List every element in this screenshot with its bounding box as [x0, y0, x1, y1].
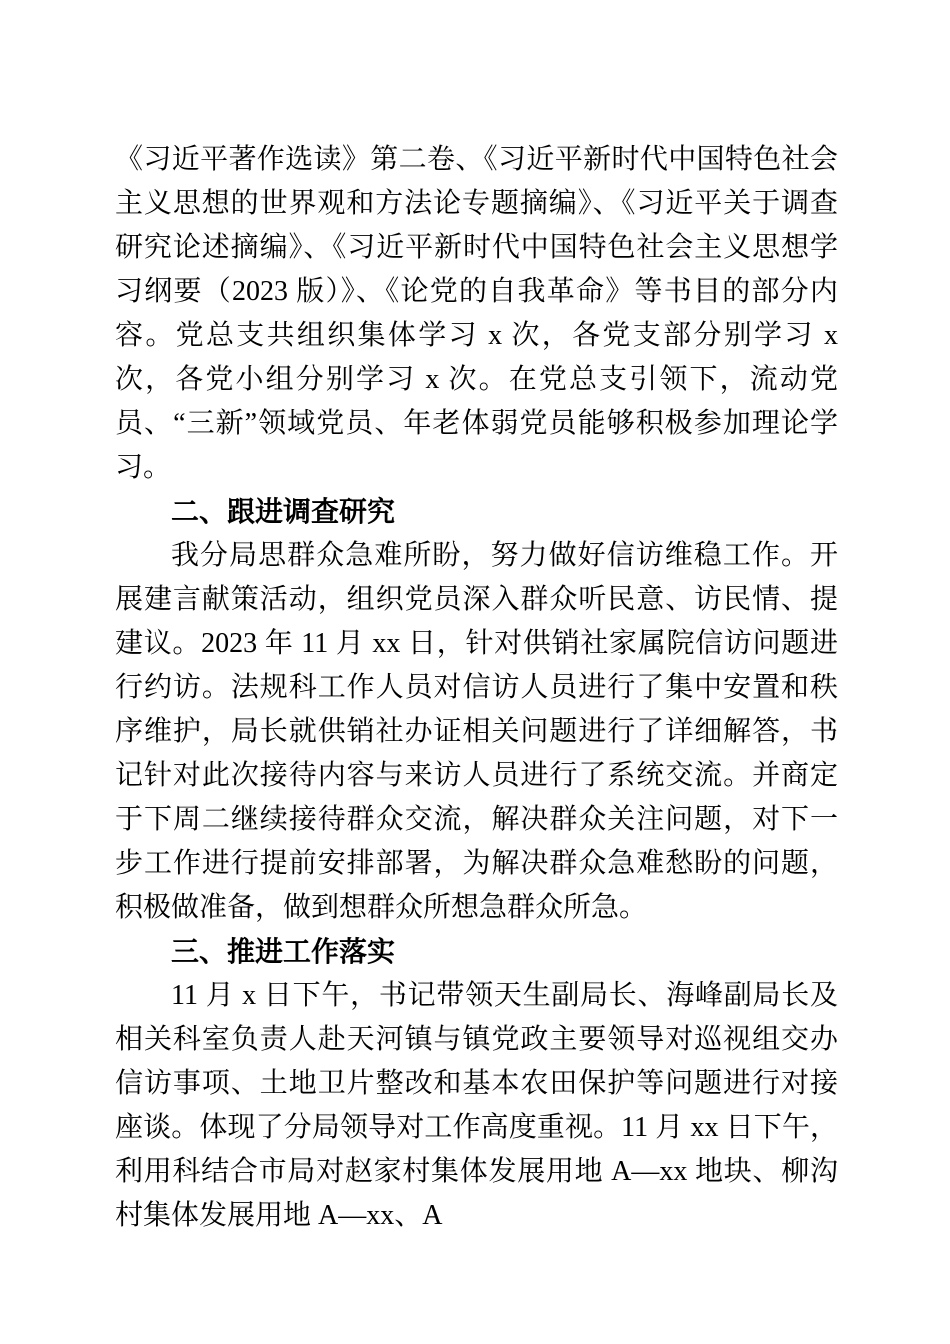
heading-section-3-implementation: 三、推进工作落实: [171, 936, 396, 967]
heading-section-2-investigation: 二、跟进调查研究: [171, 496, 396, 527]
paragraph-study-books-continuation: 《习近平著作选读》第二卷、《习近平新时代中国特色社会主义思想的世界观和方法论专题摘编》、《习近平关于调查研究论述摘编》、《习近平新时代中国特色社会主义思想学习纲要（2023 版）》、《论党的自我革命》等书目的部分内容。党总支共组织集体学习 x 次，各党支部分别学习 x 次，各党小组分别学习 x 次。在党总支引领下，流动党员、“三新”领域党员、年老体弱党员能够积极参加理论学习。: [115, 144, 838, 483]
paragraph-petition-work: 我分局思群众急难所盼，努力做好信访维稳工作。开展建言献策活动，组织党员深入群众听民意、访民情、提建议。2023 年 11 月 xx 日，针对供销社家属院信访问题进行约访。法规科工作人员对信访人员进行了集中安置和秩序维护，局长就供销社办证相关问题进行了详细解答，书记针对此次接待内容与来访人员进行了系统交流。并商定于下周二继续接待群众交流，解决群众关注问题，对下一步工作进行提前安排部署，为解决群众急难愁盼的问题，积极做准备，做到想群众所想急群众所急。: [115, 540, 838, 923]
paragraph-work-implementation: 11 月 x 日下午，书记带领天生副局长、海峰副局长及相关科室负责人赴天河镇与镇党政主要领导对巡视组交办信访事项、土地卫片整改和基本农田保护等问题进行对接座谈。体现了分局领导对工作高度重视。11 月 xx 日下午，利用科结合市局对赵家村集体发展用地 A—xx 地块、柳沟村集体发展用地 A—xx、A: [115, 980, 838, 1231]
